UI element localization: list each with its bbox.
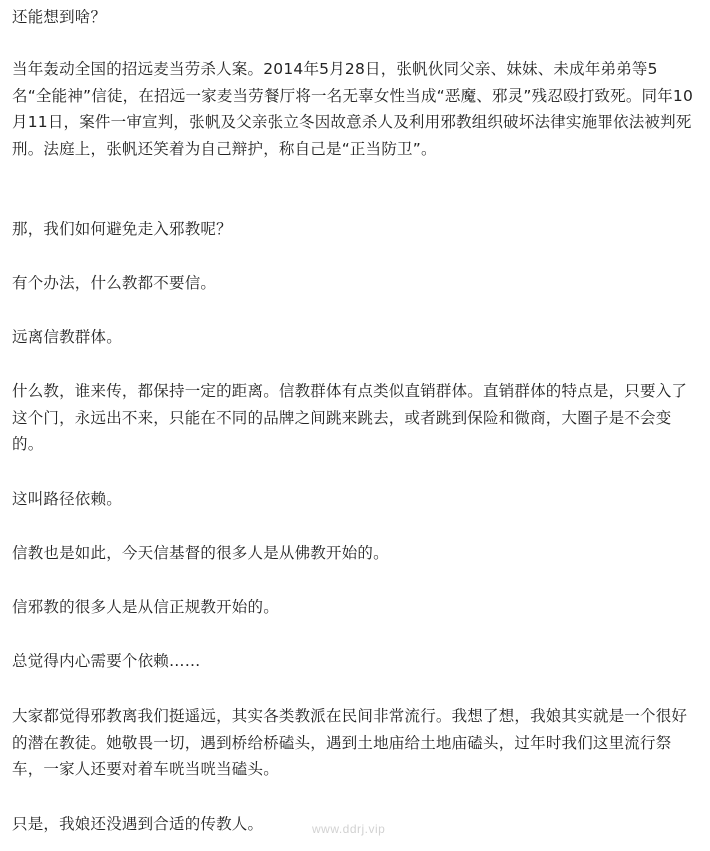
paragraph: 只是，我娘还没遇到合适的传教人。	[12, 815, 264, 833]
paragraph: 那，我们如何避免走入邪教呢？	[12, 220, 232, 238]
paragraph: 当年轰动全国的招远麦当劳杀人案。2014年5月28日，张帆伙同父亲、妹妹、未成年弟弟等5名“全能神”信徒，在招远一家麦当劳餐厅将一名无辜女性当成“恶魔、邪灵”残忍殴打致死。同年10月11日，案件一审宣判，张帆及父亲张立冬因故意杀人及利用邪教组织破坏法律实施罪依法被判死刑。法庭上，张帆还笑着为自己辩护，称自己是“正当防卫”。	[12, 60, 694, 158]
paragraph: 这叫路径依赖。	[12, 490, 122, 508]
paragraph: 大家都觉得邪教离我们挺遥远，其实各类教派在民间非常流行。我想了想，我娘其实就是一个很好的潜在教徒。她敬畏一切，遇到桥给桥磕头，遇到土地庙给土地庙磕头，过年时我们这里流行祭车，一家人还要对着车咣当咣当磕头。	[12, 707, 688, 778]
paragraph: 总觉得内心需要个依赖……	[12, 652, 201, 670]
paragraph: 信教也是如此，今天信基督的很多人是从佛教开始的。	[12, 544, 389, 562]
paragraph: 还能想到啥？	[12, 8, 107, 26]
watermark-text: www.ddrj.vip	[312, 822, 386, 836]
paragraph: 信邪教的很多人是从信正规教开始的。	[12, 598, 279, 616]
paragraph: 远离信教群体。	[12, 328, 122, 346]
paragraph: 什么教，谁来传，都保持一定的距离。信教群体有点类似直销群体。直销群体的特点是，只要入了这个门，永远出不来，只能在不同的品牌之间跳来跳去，或者跳到保险和微商，大圈子是不会变的。	[12, 382, 688, 453]
paragraph: 有个办法，什么教都不要信。	[12, 274, 217, 292]
